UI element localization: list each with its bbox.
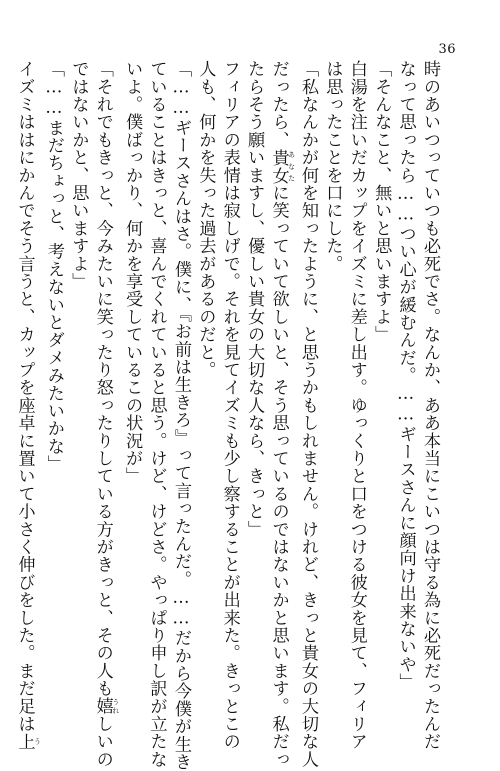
text-line-with-ruby: イズミははにかんでそう言うと、カップを座卓に置いて小さく伸びをした。まだ足は上 う	[14, 60, 42, 751]
page-number: 36	[438, 42, 456, 57]
text-line: なって思ったら……つい心が緩むんだ。……ギースさんに顔向け出来ないや」	[395, 60, 416, 691]
text-line: 「……ギースさんはさ。僕に、『お前は生きろ』って言ったんだ。……だから今僕が生き	[170, 60, 191, 771]
furigana-reading: う	[33, 732, 42, 751]
furigana-ruby: 嬉 うれ	[92, 697, 120, 715]
text-line: いよ。僕ばっかり、何かを享受しているこの状況が」	[122, 60, 143, 485]
text-line: たらそう願いますし、優しい貴女の大切な人なら、きっと」	[244, 60, 265, 538]
furigana-ruby: 貴女 あなた	[268, 148, 296, 184]
text-line: ではないかと、思いますよ」	[68, 60, 89, 291]
text-line: 白湯を注いだカップをイズミに差し出す。ゆっくりと口をつける彼女を見て、フィリア	[346, 60, 367, 751]
text-line: フィリアの表情は寂しげで。それを見てイズミも少し察することが出来た。きっとこの	[219, 60, 240, 751]
text-line: ていることはきっと、喜んでくれていると思う。けど、けどさ。やっぱり申し訳が立たな	[146, 60, 167, 768]
text-line: は思ったことを口にした。	[322, 60, 343, 273]
vertical-text-block	[14, 60, 442, 771]
furigana-reading: うれ	[111, 697, 120, 715]
text-line-with-ruby: だったら、貴女 あなたに笑っていて欲しいと、そう思っているのではないかと思います。私だっ	[268, 60, 296, 769]
text-line: 「私なんかが何を知ったように、と思うかもしれません。けれど、きっと貴女の大切な人	[297, 60, 318, 768]
text-line-with-ruby: 「それでもきっと、今みたいに笑ったり怒ったりしている方がきっと、その人も嬉 うれしいの	[92, 60, 120, 769]
text-line: 人も、何かを失った過去があるのだと。	[195, 60, 216, 379]
text-line: 「そんなこと、無いと思いますよ」	[371, 60, 392, 344]
text-line: 時のあいつっていつも必死でさ。なんか、ああ本当にこいつは守る為に必死だったんだ	[420, 60, 440, 751]
text-line: 「……まだちょっと、考えないとダメみたいかな」	[43, 60, 64, 473]
furigana-ruby: 上 う	[14, 732, 42, 751]
furigana-reading: あなた	[287, 148, 296, 184]
